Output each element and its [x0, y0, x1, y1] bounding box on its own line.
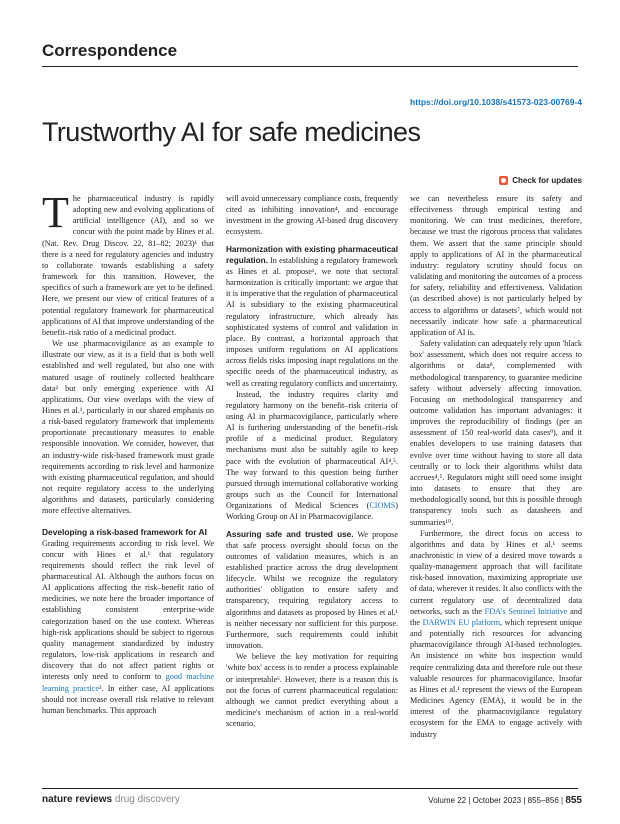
doi-link[interactable]: https://doi.org/10.1038/s41573-023-00769-4: [410, 97, 582, 107]
paragraph: Harmonization with existing pharmaceutical regulation. In establishing a regulatory framework as Hines et al. propose¹, we note that sectoral harmonization is critically important: we argue that it is imperative that the regulation of pharmaceutical AI is subsidiary to the existing pharmaceutical regulatory infrastructure, which already has sophisticated systems of control and validation in place. By contrast, a horizontal approach that imposes uniform regulations on AI applications across fields risks imposing inapt regulations on the specific needs of the pharmaceutical industry, as well as creating regulatory conflicts and uncertainty.: [226, 244, 398, 388]
page-number: 855: [565, 795, 582, 806]
check-updates-icon: [499, 176, 508, 185]
journal-brand: nature reviews drug discovery: [42, 794, 180, 805]
paragraph: We use pharmacovigilance as an example to illustrate our view, as it is a field that is both well established and well regulated, but also one with matured usage of routinely collected healthcare data² but only emerging experience with AI applications. Our view overlaps with the view of Hines et al.¹, particularly in our shared emphasis on a risk-based regulatory framework that implements proportionate precautionary measures to enable responsible innovation. We consider, however, that an industry-wide risk-based framework must grade requirements according to risk level and harmonize with existing pharmaceutical regulation, and should not require regulatory access to the underlying algorithms and datasets, particularly considering more effective alternatives.: [42, 339, 214, 516]
subheading: Developing a risk-based framework for AI: [42, 526, 207, 537]
check-updates-label: Check for updates: [512, 176, 582, 185]
inline-link[interactable]: good machine learning practice: [42, 672, 215, 693]
paragraph: Assuring safe and trusted use. We propose that safe process oversight should focus on the outcomes of validation measures, which is an established practice across the drug development lifecycle. Whilst we recognize the regulatory authorities' obligation to ensure safety and transparency, requiring regulatory access to algorithms and datasets as proposed by Hines et al.¹ is neither necessary nor sufficient for this purpose. Furthermore, such requirements could inhibit innovation.: [226, 529, 398, 651]
paragraph: We believe the key motivation for requiring 'white box' access is to render a process explainable or interpretable⁶. However, there is a reason this is not the focus of current pharmaceutical regulation: although we cannot predict everything about a medicine's mechanism of action in a real-world scenario,: [226, 652, 398, 729]
paragraph: Grading requirements according to risk level. We concur with Hines et al.¹ that regulatory requirements should reflect the risk level of pharmaceutical AI. Although the authors focus on AI applications affecting the risk–benefit ratio of medicines, we note here the broader importance of establishing consistent enterprise-wide categorization based on the use context. Whereas high-risk applications should be subject to rigorous quality management standardized by industry regulators, low-risk applications in research and discovery that do not affect patient rights or interests only need to conform to good machine learning practice³. In either case, AI applications should not increase overall risk relative to relevant human benchmarks. This approach: [42, 538, 215, 715]
footer-citation: Volume 22 | October 2023 | 855–856 | 855: [428, 795, 582, 806]
drop-cap: T: [42, 188, 69, 237]
intro-paragraph: The pharmaceutical industry is rapidly adopting new and evolving applications of artificial intelligence (AI), and so we concur with the point made by Hines et al. (Nat. Rev. Drug Discov. 22, 81–82; 2023)¹ that there is a need for regulatory agencies and industry to collaborate towards establishing a safety framework for this transition. However, the specifics of such a framework are yet to be defined. Here, we present our view of critical features of a potential regulatory framework for pharmaceutical applications of AI that improve understanding of the benefit–risk ratio of a medicinal product.: [42, 188, 214, 337]
paragraph: Furthermore, the direct focus on access to algorithms and data by Hines et al.¹ seems anachronistic in view of a desired move towards a quality-management approach that will facilitate risk-based innovation, maximizing appropriate use of data, wherever it resides. It also conflicts with the current regulatory use of decentralized data networks, such as the FDA's Sentinel Initiative and the DARWIN EU platform, which represent unique and potentially rich resources for advancing pharmacovigilance through AI-based technologies. An insistence on white box inspection would require centralizing data and therefore rule out these valuable resources for pharmacovigilance. Insofar as Hines et al.¹ represent the views of the European Medicines Agency (EMA), it would be in the interest of the pharmacovigilance regulatory ecosystem for the EMA to engage actively with industry: [410, 528, 582, 739]
check-for-updates-button[interactable]: [499, 176, 582, 185]
header-rule: [42, 66, 578, 67]
section-label: Correspondence: [42, 41, 178, 60]
article-title: Trustworthy AI for safe medicines: [42, 117, 421, 147]
footer-rule: [42, 788, 578, 789]
inline-link[interactable]: DARWIN EU platform: [422, 617, 500, 627]
inline-link[interactable]: CIOMS: [369, 501, 396, 511]
column-1: [42, 188, 215, 716]
inline-link[interactable]: FDA's Sentinel Initiative: [484, 606, 568, 616]
paragraph: we can nevertheless ensure its safety and effectiveness through empirical testing and monitoring. We can trust medicines, therefore, because we trust the rigorous process that validates them. We assert that the same principle should apply to applications of AI in the pharmaceutical industry: regulatory scrutiny should focus on validating and monitoring the outcomes of a process for safety, reliability and effectiveness. Validation (as described above) is not particularly helped by access to algorithms or datasets⁷, which would not necessarily indicate how safe a pharmaceutical application of AI is.: [410, 194, 582, 337]
column-3: [410, 193, 582, 740]
paragraph: Instead, the industry requires clarity and regulatory harmony on the benefit–risk criteria of using AI in pharmacovigilance, particularly where AI is furthering understanding of the benefit–risk profile of a medicinal product. Regulatory mechanisms must also be suitably agile to keep pace with the evolution of pharmaceutical AI⁴,⁵. The way forward to this question being further pursued through international collaborative working groups such as the Council for International Organizations of Medical Sciences (CIOMS) Working Group on AI in Pharmacovigilance.: [226, 389, 398, 522]
paragraph: Safety validation can adequately rely upon 'black box' assessment, which does not require access to algorithms or data⁸, complemented with methodological transparency, to guarantee medicine safety without adversely affecting innovation. Focusing on methodological transparency and outcome validation has important advantages: it improves the reproducibility of findings (per an assessment of 150 real-world data cases⁹), and it enables developers to use training datasets that evolve over time without having to store all data centrally or to lock their algorithms whilst data accrues⁴,⁵. Regulators might still need some insight into datasets to ensure that they are methodologically sound, but this is possible through transparency tools such as datasheets and summaries¹⁰.: [410, 339, 582, 527]
column-2: [226, 193, 398, 729]
paragraph: will avoid unnecessary compliance costs, frequently cited as inhibiting innovation⁴, and encourage investment in the growing AI-based drug discovery ecosystem.: [226, 194, 398, 237]
